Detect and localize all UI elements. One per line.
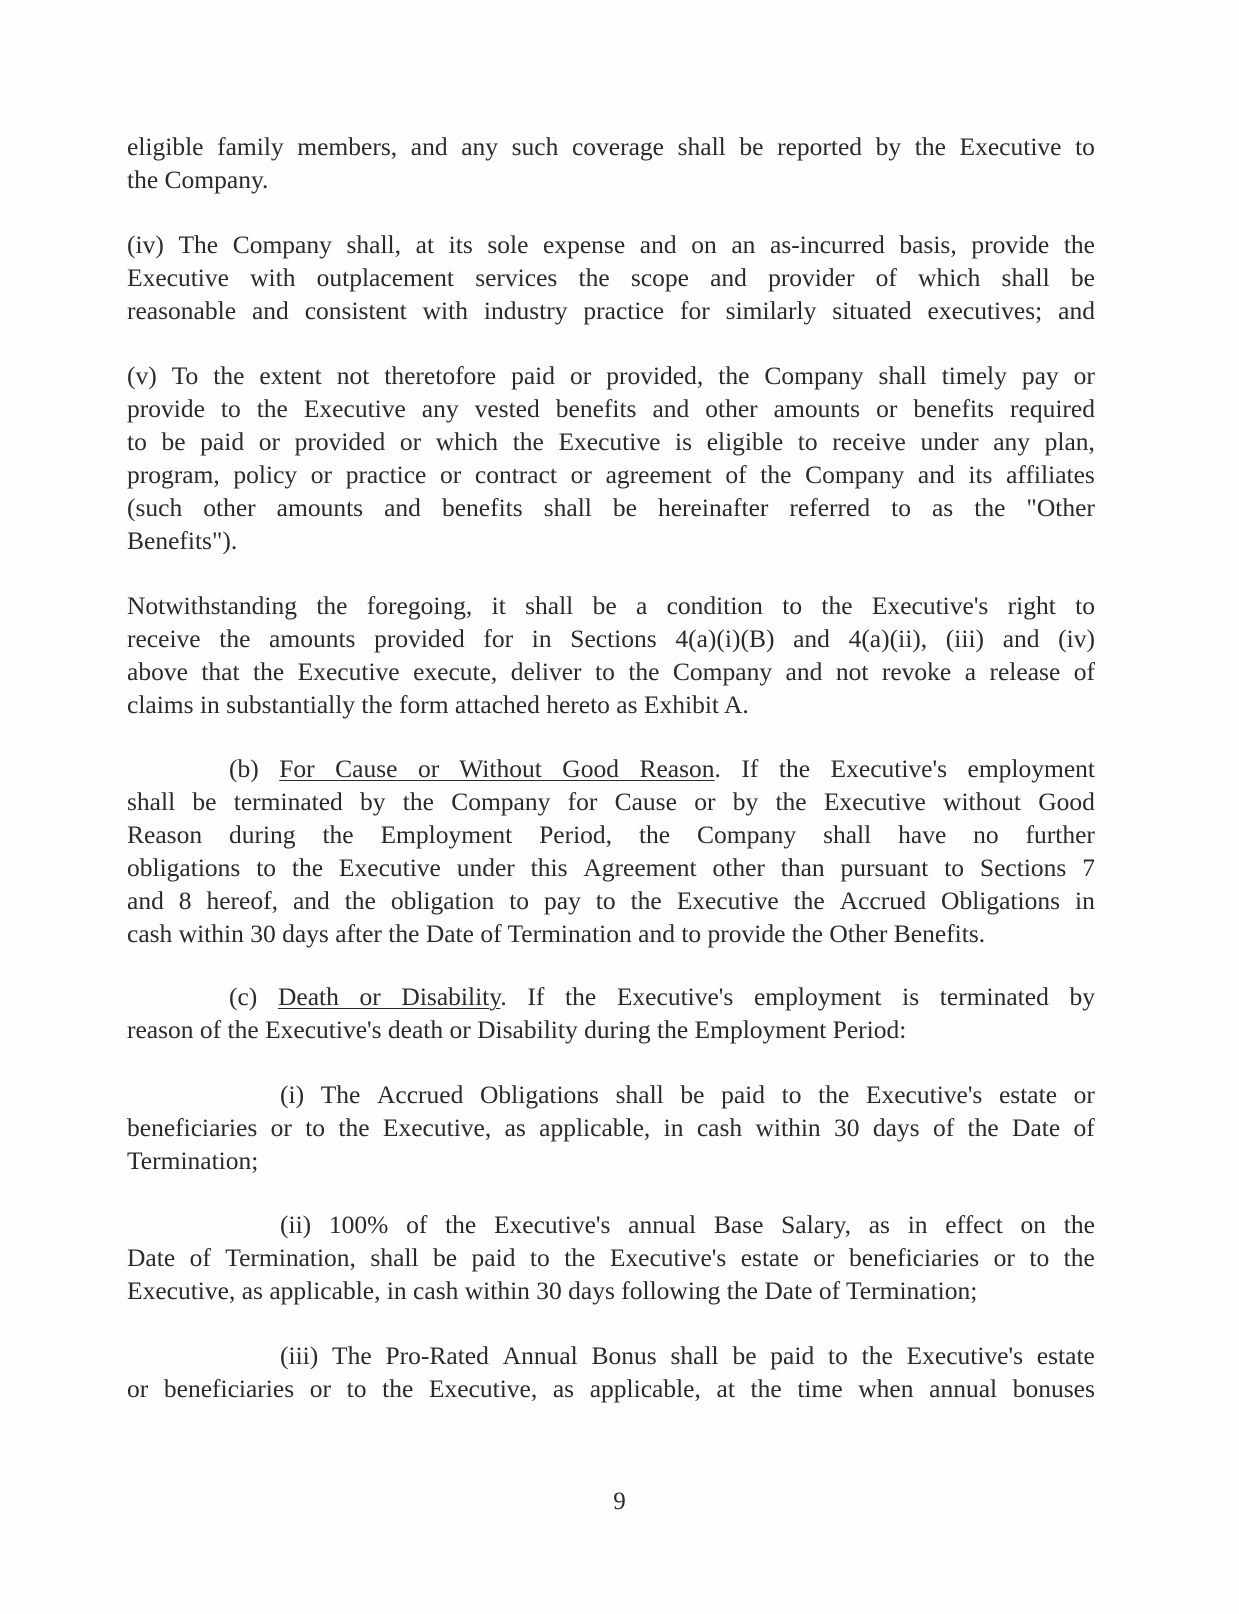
paragraph-line: reasonable and consistent with industry practice for similarly situated executives; and xyxy=(127,296,1095,325)
paragraph-line: Termination; xyxy=(127,1146,259,1175)
paragraph-line: (v) To the extent not theretofore paid or provided, the Company shall timely pay or xyxy=(127,361,1095,390)
paragraph-line: Executive, as applicable, in cash within 30 days following the Date of Termination; xyxy=(127,1276,978,1305)
paragraph-line: obligations to the Executive under this Agreement other than pursuant to Sections 7 xyxy=(127,853,1095,882)
paragraph-line: beneficiaries or to the Executive, as applicable, in cash within 30 days of the Date of xyxy=(127,1113,1095,1142)
paragraph-line: program, policy or practice or contract or agreement of the Company and its affiliates xyxy=(127,460,1095,489)
section-b-heading: For Cause or Without Good Reason xyxy=(279,754,715,783)
section-b-first-line xyxy=(229,752,1095,785)
paragraph-line: the Company. xyxy=(127,165,269,194)
section-b-first-line-rest: . If the Executive's employment xyxy=(714,754,1095,783)
paragraph-line: (iv) The Company shall, at its sole expense and on an as-incurred basis, provide the xyxy=(127,230,1095,259)
paragraph-line: Executive with outplacement services the scope and provider of which shall be xyxy=(127,263,1095,292)
paragraph-line: (iii) The Pro-Rated Annual Bonus shall be paid to the Executive's estate xyxy=(280,1341,1095,1370)
paragraph-line: receive the amounts provided for in Sections 4(a)(i)(B) and 4(a)(ii), (iii) and (iv) xyxy=(127,624,1095,653)
page-number: 9 xyxy=(613,1488,626,1515)
section-c-heading: Death or Disability xyxy=(277,982,501,1011)
paragraph-line: claims in substantially the form attached hereto as Exhibit A. xyxy=(127,690,749,719)
section-c-first-line xyxy=(229,980,1095,1013)
section-c-first-line-rest: . If the Executive's employment is terminated by xyxy=(500,982,1095,1011)
section-c-prefix: (c) xyxy=(229,982,278,1011)
paragraph-line: Benefits"). xyxy=(127,526,238,555)
paragraph-line: cash within 30 days after the Date of Termination and to provide the Other Benefits. xyxy=(127,919,986,948)
paragraph-line: (i) The Accrued Obligations shall be paid to the Executive's estate or xyxy=(280,1080,1095,1109)
paragraph-line: Reason during the Employment Period, the Company shall have no further xyxy=(127,820,1095,849)
paragraph-line: shall be terminated by the Company for Cause or by the Executive without Good xyxy=(127,787,1095,816)
section-b-prefix: (b) xyxy=(229,754,280,783)
paragraph-line: provide to the Executive any vested benefits and other amounts or benefits required xyxy=(127,394,1095,423)
paragraph-line: (ii) 100% of the Executive's annual Base Salary, as in effect on the xyxy=(280,1210,1095,1239)
paragraph-line: or beneficiaries or to the Executive, as applicable, at the time when annual bonuses xyxy=(127,1374,1095,1403)
paragraph-line: and 8 hereof, and the obligation to pay to the Executive the Accrued Obligations in xyxy=(127,886,1095,915)
paragraph-line: to be paid or provided or which the Executive is eligible to receive under any plan, xyxy=(127,427,1095,456)
paragraph-line: Date of Termination, shall be paid to the Executive's estate or beneficiaries or to the xyxy=(127,1243,1095,1272)
paragraph-line: (such other amounts and benefits shall be hereinafter referred to as the "Other xyxy=(127,493,1095,522)
paragraph-line: reason of the Executive's death or Disability during the Employment Period: xyxy=(127,1015,907,1044)
paragraph-line: eligible family members, and any such coverage shall be reported by the Executive to xyxy=(127,132,1095,161)
paragraph-line: above that the Executive execute, deliver to the Company and not revoke a release of xyxy=(127,657,1095,686)
paragraph-line: Notwithstanding the foregoing, it shall be a condition to the Executive's right to xyxy=(127,591,1095,620)
